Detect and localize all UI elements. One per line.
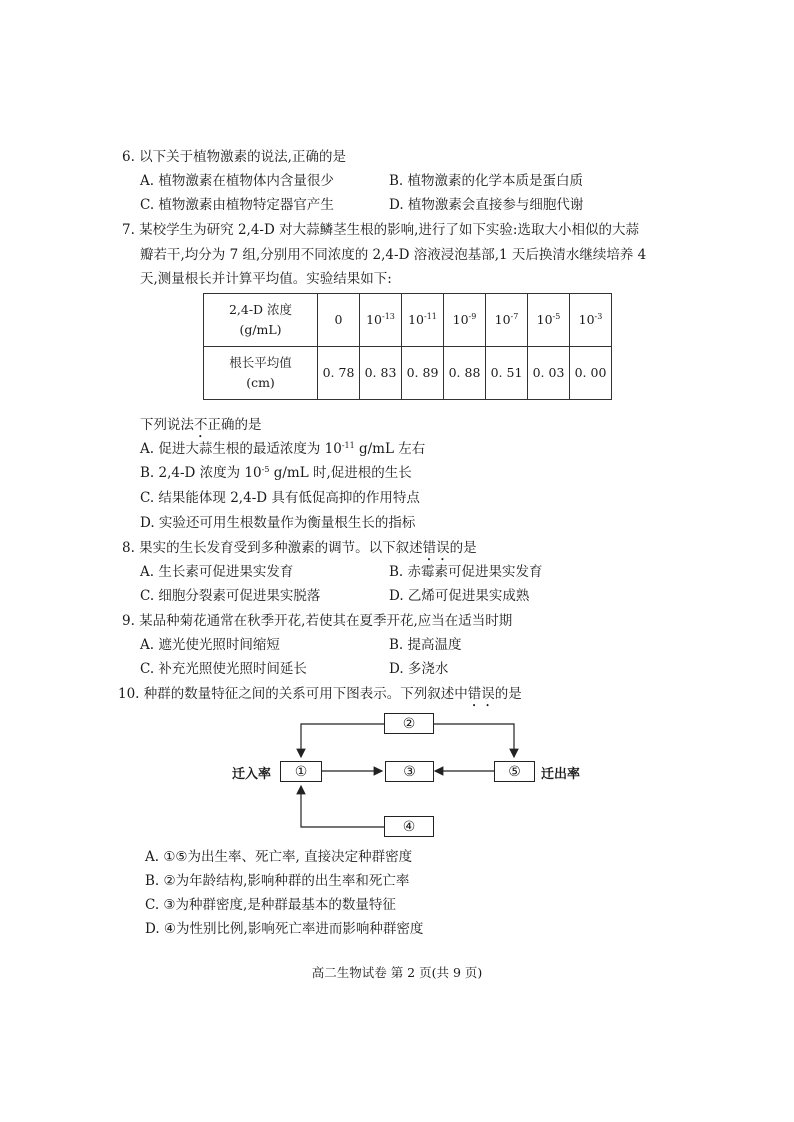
q7-option-a-exp: -11: [341, 441, 355, 450]
q10-stem: [118, 685, 522, 710]
conc-base: 10: [494, 312, 511, 327]
population-diagram: [212, 708, 632, 848]
diagram-box-3: ③: [385, 761, 434, 782]
q7-option-b: [140, 464, 412, 482]
conc-base: 10: [578, 312, 595, 327]
q8-option-d: D. 乙烯可促进果实成熟: [389, 588, 530, 604]
q8-stem-post: 的是: [449, 540, 477, 556]
table-cell: 0. 78: [318, 347, 360, 400]
table-header-concentration: [204, 294, 318, 347]
q10-option-a: A. ①⑤为出生率、死亡率, 直接决定种群密度: [145, 849, 413, 865]
q7-option-a-pre: A. 促进大蒜生根的最适浓度为 10: [140, 441, 342, 457]
q7-option-b-post: g/mL 时,促进根的生长: [269, 465, 412, 481]
q8-stem-emphasis: 错误: [422, 540, 450, 556]
conc-exponent: -7: [510, 312, 519, 321]
conc-exponent: -11: [424, 312, 437, 321]
q7-stem-line-1: 7. 某校学生为研究 2,4-D 对大蒜鳞茎生根的影响,进行了如下实验:选取大小相似的大蒜: [122, 222, 639, 238]
table-cell: 0. 00: [570, 347, 612, 400]
diagram-label-emigration: 迁出率: [541, 767, 581, 782]
table-header-root-length: [204, 347, 318, 400]
q9-stem: 9. 某品种菊花通常在秋季开花,若使其在夏季开花,应当在适当时期: [122, 613, 513, 629]
q7-stem-line-2: 瓣若干,均分为 7 组,分别用不同浓度的 2,4-D 溶液浸泡基部,1 天后换清水继续培养 4: [140, 247, 647, 263]
experiment-table: [203, 293, 612, 400]
q9-option-b: B. 提高温度: [389, 637, 462, 653]
q10-option-c: C. ③为种群密度,是种群最基本的数量特征: [145, 897, 396, 913]
q7-option-a: [140, 440, 425, 458]
q7-option-c: C. 结果能体现 2,4-D 具有低促高抑的作用特点: [140, 490, 420, 506]
table-header-label: 2,4-D 浓度: [228, 302, 293, 317]
conc-exponent: -3: [594, 312, 603, 321]
table-row-root-length: [204, 347, 612, 400]
arrow-2-to-5: [434, 724, 514, 757]
q6-option-d: D. 植物激素会直接参与细胞代谢: [389, 197, 584, 213]
q7-question-pre: 下列说法: [140, 417, 194, 433]
conc-exponent: -9: [468, 312, 477, 321]
q10-stem-post: 的是: [494, 686, 522, 702]
diagram-box-4: ④: [384, 816, 434, 837]
table-cell: [444, 294, 486, 347]
diagram-label-immigration: 迁入率: [232, 767, 272, 782]
conc-exponent: -13: [382, 312, 395, 321]
arrow-2-to-1: [301, 724, 384, 757]
q7-question-post: 正确的是: [207, 417, 262, 433]
q6-option-b: B. 植物激素的化学本质是蛋白质: [389, 173, 584, 189]
table-cell: 0. 51: [486, 347, 528, 400]
q10-option-d: D. ④为性别比例,影响死亡率进而影响种群密度: [145, 921, 424, 937]
table-cell: [402, 294, 444, 347]
q8-option-a: A. 生长素可促进果实发育: [140, 564, 294, 580]
q7-option-d: D. 实验还可用生根数量作为衡量根生长的指标: [140, 515, 416, 531]
q8-option-c: C. 细胞分裂素可促进果实脱落: [140, 588, 321, 604]
q7-question-emphasis: 不: [194, 417, 208, 433]
conc-base: 10: [536, 312, 553, 327]
table-header-unit: (g/mL): [239, 322, 282, 337]
q7-option-a-post: g/mL 左右: [354, 441, 426, 457]
diagram-box-1: ①: [280, 761, 322, 782]
arrow-4-to-1: [301, 786, 384, 827]
table-cell: 0. 88: [444, 347, 486, 400]
table-cell: 0. 03: [528, 347, 570, 400]
table-header-unit: (cm): [246, 375, 275, 390]
q7-stem-line-3: 天,测量根长并计算平均值。实验结果如下:: [140, 271, 392, 287]
q8-stem-pre: 8. 果实的生长发育受到多种激素的调节。以下叙述: [122, 540, 423, 556]
table-header-label: 根长平均值: [229, 355, 292, 370]
q8-option-b: B. 赤霉素可促进果实发育: [389, 564, 543, 580]
q9-option-d: D. 多浇水: [389, 661, 449, 677]
q7-question: [140, 416, 262, 441]
table-cell: 0. 83: [360, 347, 402, 400]
diagram-box-5: ⑤: [494, 761, 535, 782]
q6-stem: 6. 以下关于植物激素的说法,正确的是: [122, 149, 346, 165]
q10-stem-pre: 10. 种群的数量特征之间的关系可用下图表示。下列叙述中: [118, 686, 468, 702]
table-cell: 0. 89: [402, 347, 444, 400]
table-cell: 0: [318, 294, 360, 347]
q7-option-b-exp: -5: [261, 465, 270, 474]
q8-stem: [122, 539, 477, 564]
table-row-concentration: [204, 294, 612, 347]
q10-option-b: B. ②为年龄结构,影响种群的出生率和死亡率: [145, 873, 410, 889]
conc-base: 10: [452, 312, 469, 327]
q6-option-a: A. 植物激素在植物体内含量很少: [140, 173, 334, 189]
table-cell: [486, 294, 528, 347]
page-footer: 高二生物试卷 第 2 页(共 9 页): [311, 965, 483, 980]
q9-option-c: C. 补充光照使光照时间延长: [140, 661, 307, 677]
table-cell: [570, 294, 612, 347]
q10-stem-emphasis: 错误: [467, 686, 495, 702]
conc-base: 10: [366, 312, 382, 327]
q9-option-a: A. 遮光使光照时间缩短: [140, 637, 280, 653]
conc-base: 10: [408, 312, 424, 327]
conc-exponent: -5: [552, 312, 561, 321]
table-cell: [528, 294, 570, 347]
table-cell: [360, 294, 402, 347]
q7-option-b-pre: B. 2,4-D 浓度为 10: [140, 465, 262, 481]
diagram-box-2: ②: [384, 713, 434, 734]
q6-option-c: C. 植物激素由植物特定器官产生: [140, 197, 334, 213]
